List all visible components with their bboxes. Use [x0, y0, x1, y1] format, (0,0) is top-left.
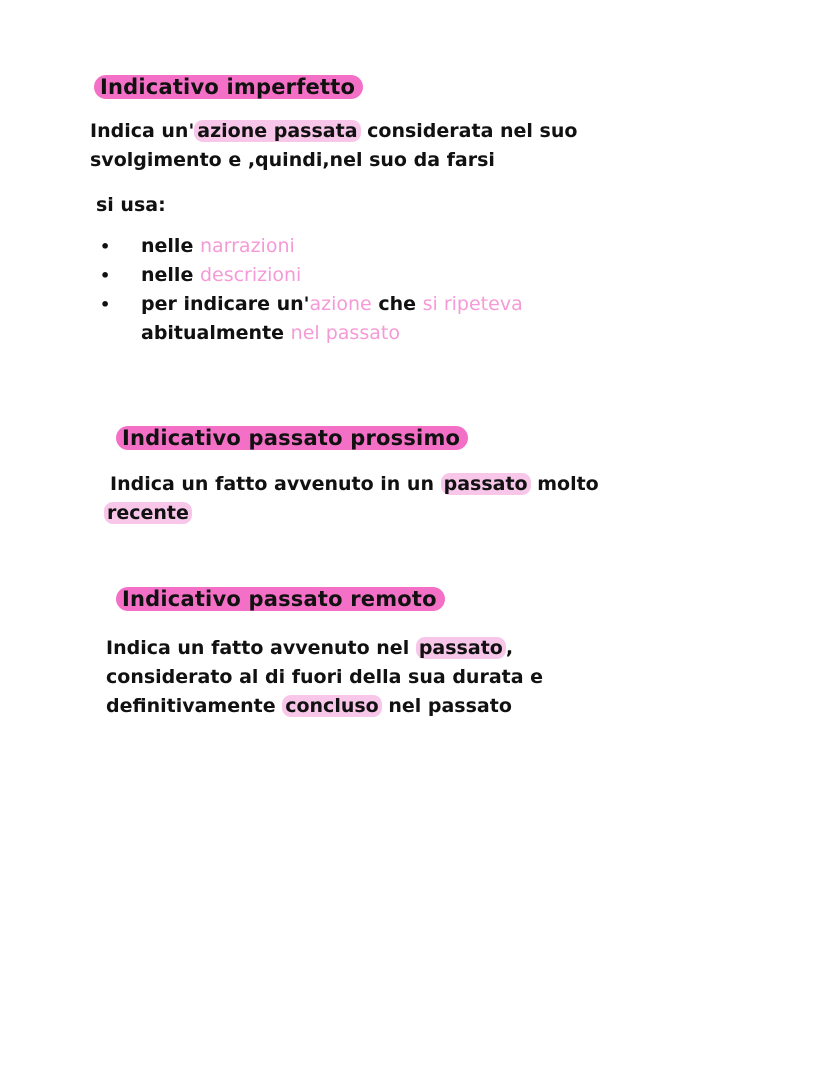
remoto-definition-line-3	[106, 692, 512, 721]
pink-text-si-ripeteva: si ripeteva	[422, 293, 523, 315]
bullet-icon: •	[100, 237, 111, 256]
list-item	[100, 261, 523, 290]
highlight-passato: passato	[416, 637, 506, 659]
prossimo-definition-line-2	[104, 499, 192, 528]
remoto-definition-line-2: considerato al di fuori della sua durata e	[106, 666, 544, 688]
pink-text-descrizioni: descrizioni	[199, 264, 302, 286]
imperfetto-usage-list	[100, 232, 523, 348]
heading-imperfetto-text: Indicativo imperfetto	[94, 75, 363, 99]
text-segment: che	[371, 293, 423, 315]
highlight-azione-passata: azione passata	[194, 120, 360, 142]
text-segment: Indica un fatto avvenuto nel	[106, 637, 416, 659]
text-segment: considerata nel suo	[360, 120, 578, 142]
list-item	[100, 290, 523, 348]
pink-text-azione: azione	[309, 293, 372, 315]
remoto-definition-line-1	[106, 634, 513, 663]
text-segment: Indica un'	[90, 120, 195, 142]
heading-passato-prossimo-text: Indicativo passato prossimo	[116, 426, 468, 450]
bullet-icon: •	[100, 295, 111, 314]
heading-passato-remoto-text: Indicativo passato remoto	[116, 587, 445, 611]
heading-imperfetto	[94, 74, 363, 100]
highlight-passato: passato	[441, 473, 531, 495]
highlight-recente: recente	[104, 502, 192, 524]
text-segment: nelle	[141, 264, 200, 286]
list-item	[100, 232, 523, 261]
text-segment: per indicare un'	[141, 293, 310, 315]
text-segment: nelle	[141, 235, 200, 257]
text-segment: abitualmente	[141, 322, 291, 344]
text-segment: Indica un fatto avvenuto in un	[110, 473, 441, 495]
text-segment: definitivamente	[106, 695, 283, 717]
pink-text-nel-passato: nel passato	[290, 322, 400, 344]
highlight-concluso: concluso	[282, 695, 382, 717]
text-segment: ,	[505, 637, 514, 659]
pink-text-narrazioni: narrazioni	[199, 235, 295, 257]
si-usa-label: si usa:	[96, 194, 166, 216]
heading-passato-prossimo	[116, 425, 468, 451]
imperfetto-definition-line-1	[90, 117, 577, 146]
heading-passato-remoto	[116, 586, 445, 612]
prossimo-definition-line-1	[110, 470, 599, 499]
text-segment: nel passato	[381, 695, 512, 717]
text-segment: molto	[530, 473, 599, 495]
imperfetto-definition-line-2: svolgimento e ,quindi,nel suo da farsi	[90, 149, 495, 171]
bullet-icon: •	[100, 266, 111, 285]
